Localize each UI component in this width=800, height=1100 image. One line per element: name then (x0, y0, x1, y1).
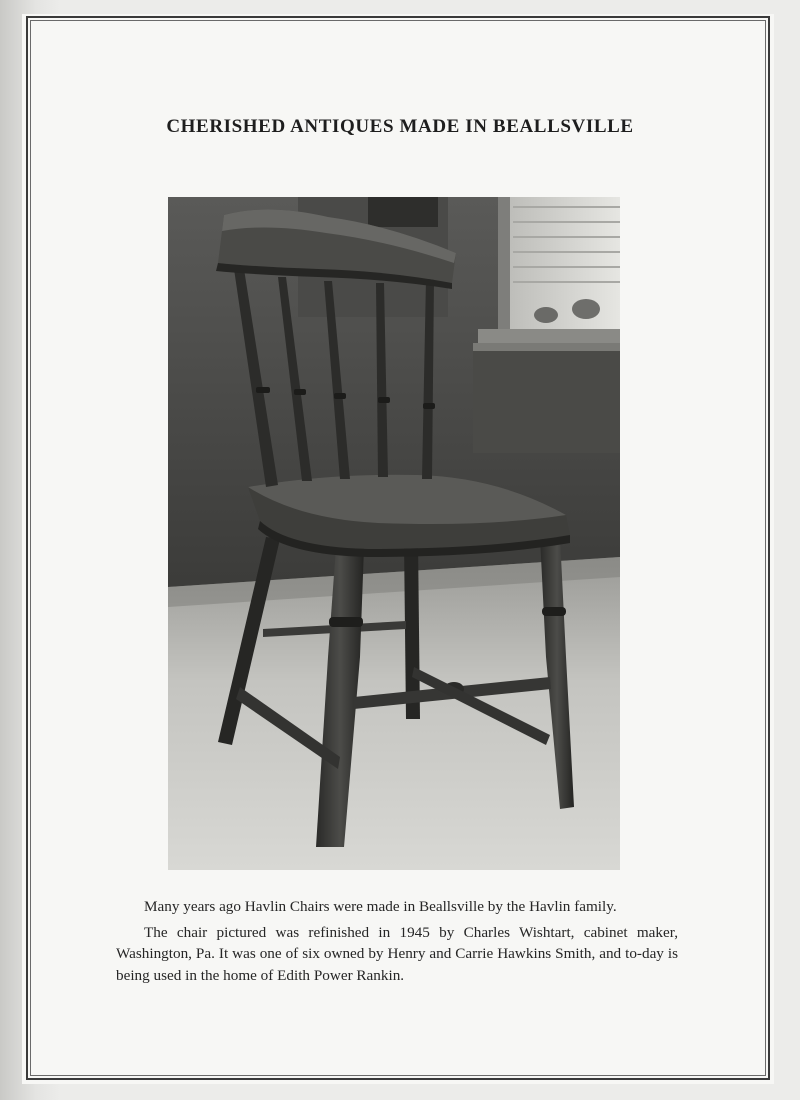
caption-paragraph-2: The chair pictured was refinished in 1945 by Charles Wishtart, cabinet maker, Washington, Pa. It was one of six owned by Henry and Carrie Hawkins Smith, and to-day is being used in the home of Edith Power Rankin. (116, 923, 678, 984)
caption-paragraph-1: Many years ago Havlin Chairs were made in Beallsville by the Havlin family. (144, 898, 617, 915)
chair-photograph (168, 197, 620, 870)
page-title: CHERISHED ANTIQUES MADE IN BEALLSVILLE (166, 116, 634, 137)
caption-text (116, 896, 678, 986)
chair-photo-illustration (168, 197, 620, 870)
